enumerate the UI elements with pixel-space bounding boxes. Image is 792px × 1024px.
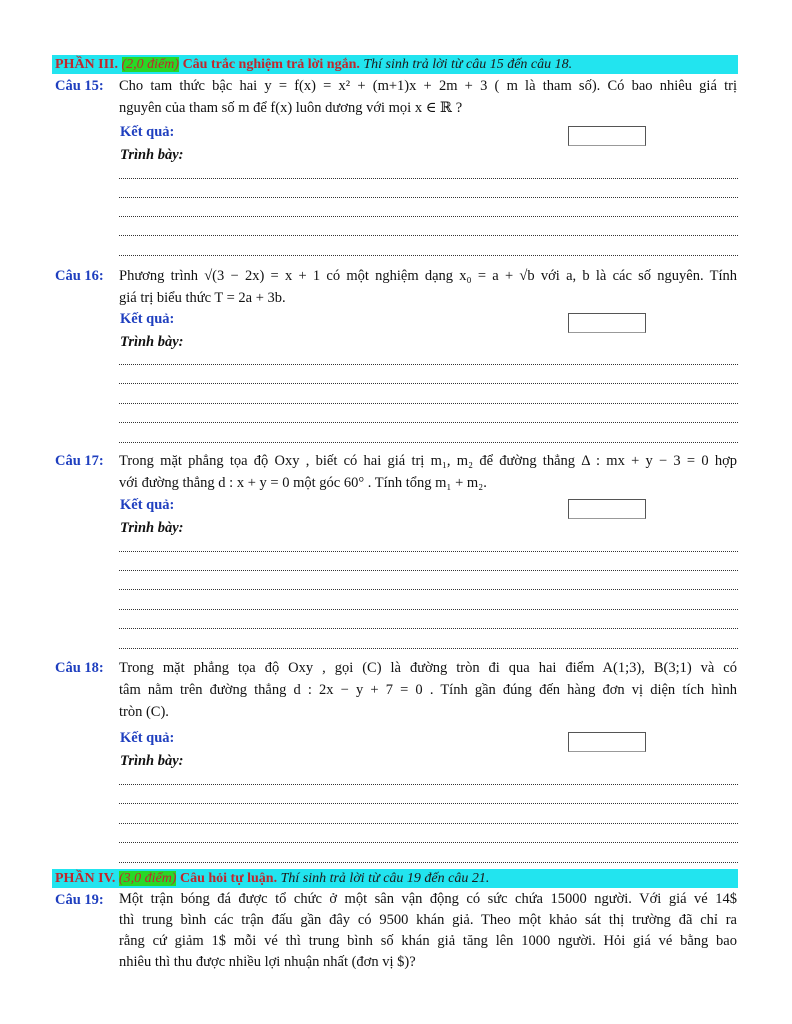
question-line: tâm nằm trên đường thẳng d : 2x − y + 7 = 0 . Tính gần đúng đến hàng đơn vị diện tích hình xyxy=(119,682,737,698)
question-label-17: Câu 17: xyxy=(55,453,104,469)
section-part-label: PHẦN III. xyxy=(55,57,119,72)
working-line[interactable] xyxy=(119,842,738,843)
working-label: Trình bày: xyxy=(120,520,184,536)
question-line: nguyên của tham số m để f(x) luôn dương với mọi x ∈ ℝ ? xyxy=(119,100,463,116)
question-line: Một trận bóng đá được tổ chức ở một sân vận động có sức chứa 15000 người. Với giá vé 14$ xyxy=(119,891,737,907)
answer-box-18[interactable] xyxy=(568,732,646,752)
section-title: Câu hỏi tự luận. xyxy=(179,871,278,886)
question-label-15: Câu 15: xyxy=(55,78,104,94)
question-line: Cho tam thức bậc hai y = f(x) = x² + (m+1)x + 2m + 3 ( m là tham số). Có bao nhiêu giá trị xyxy=(119,78,737,94)
question-line: rằng cứ giảm 1$ mỗi vé thì trung bình số khán giả tăng lên 1000 người. Hỏi giá vé bằng bao xyxy=(119,933,737,949)
working-line[interactable] xyxy=(119,589,738,590)
result-label: Kết quả: xyxy=(120,124,175,140)
question-line: giá trị biểu thức T = 2a + 3b. xyxy=(119,290,286,306)
question-line: Trong mặt phẳng tọa độ Oxy , biết có hai giá trị m₁, m₂ để đường thẳng Δ : mx + y − 3 = 0 hợp xyxy=(119,453,737,469)
question-line: thì trung bình các trận đấu gần đây có 9500 khán giả. Theo một khảo sát thị trường đã chỉ ra xyxy=(119,912,737,928)
working-line[interactable] xyxy=(119,551,738,552)
working-label: Trình bày: xyxy=(120,334,184,350)
working-line[interactable] xyxy=(119,648,738,649)
working-line[interactable] xyxy=(119,235,738,236)
question-label-16: Câu 16: xyxy=(55,268,104,284)
working-line[interactable] xyxy=(119,422,738,423)
working-line[interactable] xyxy=(119,803,738,804)
working-line[interactable] xyxy=(119,609,738,610)
section-points: (2,0 điểm) xyxy=(121,57,180,72)
section-note: Thí sinh trả lời từ câu 19 đến câu 21. xyxy=(280,871,490,886)
question-line: với đường thẳng d : x + y = 0 một góc 60° . Tính tổng m₁ + m₂. xyxy=(119,475,487,491)
question-line: Trong mặt phẳng tọa độ Oxy , gọi (C) là đường tròn đi qua hai điểm A(1;3), B(3;1) và có xyxy=(119,660,737,676)
result-label: Kết quả: xyxy=(120,311,175,327)
answer-box-15[interactable] xyxy=(568,126,646,146)
question-text-18 xyxy=(119,657,737,723)
section-title: Câu trắc nghiệm trả lời ngắn. xyxy=(182,57,360,72)
question-text-19 xyxy=(119,889,737,973)
section-note: Thí sinh trả lời từ câu 15 đến câu 18. xyxy=(363,57,573,72)
working-line[interactable] xyxy=(119,364,738,365)
question-line: tròn (C). xyxy=(119,704,169,720)
question-text-17 xyxy=(119,450,737,494)
working-label: Trình bày: xyxy=(120,753,184,769)
working-line[interactable] xyxy=(119,784,738,785)
working-line[interactable] xyxy=(119,628,738,629)
working-line[interactable] xyxy=(119,178,738,179)
question-text-15 xyxy=(119,75,737,119)
question-label-19: Câu 19: xyxy=(55,892,104,908)
section-header-part-3 xyxy=(52,55,738,74)
working-label: Trình bày: xyxy=(120,147,184,163)
question-label-18: Câu 18: xyxy=(55,660,104,676)
working-line[interactable] xyxy=(119,823,738,824)
answer-box-16[interactable] xyxy=(568,313,646,333)
working-line[interactable] xyxy=(119,383,738,384)
working-line[interactable] xyxy=(119,197,738,198)
working-line[interactable] xyxy=(119,403,738,404)
question-text-16 xyxy=(119,265,737,309)
working-line[interactable] xyxy=(119,216,738,217)
working-line[interactable] xyxy=(119,255,738,256)
section-header-part-4 xyxy=(52,869,738,888)
section-points: (3,0 điểm) xyxy=(118,871,177,886)
question-line: nhiêu thì thu được nhiều lợi nhuận nhất (đơn vị $)? xyxy=(119,954,416,970)
question-line: Phương trình √(3 − 2x) = x + 1 có một nghiệm dạng x₀ = a + √b với a, b là các số nguyên. Tính xyxy=(119,268,737,284)
working-line[interactable] xyxy=(119,862,738,863)
result-label: Kết quả: xyxy=(120,497,175,513)
working-line[interactable] xyxy=(119,442,738,443)
answer-box-17[interactable] xyxy=(568,499,646,519)
working-line[interactable] xyxy=(119,570,738,571)
section-part-label: PHẦN IV. xyxy=(55,871,116,886)
result-label: Kết quả: xyxy=(120,730,175,746)
